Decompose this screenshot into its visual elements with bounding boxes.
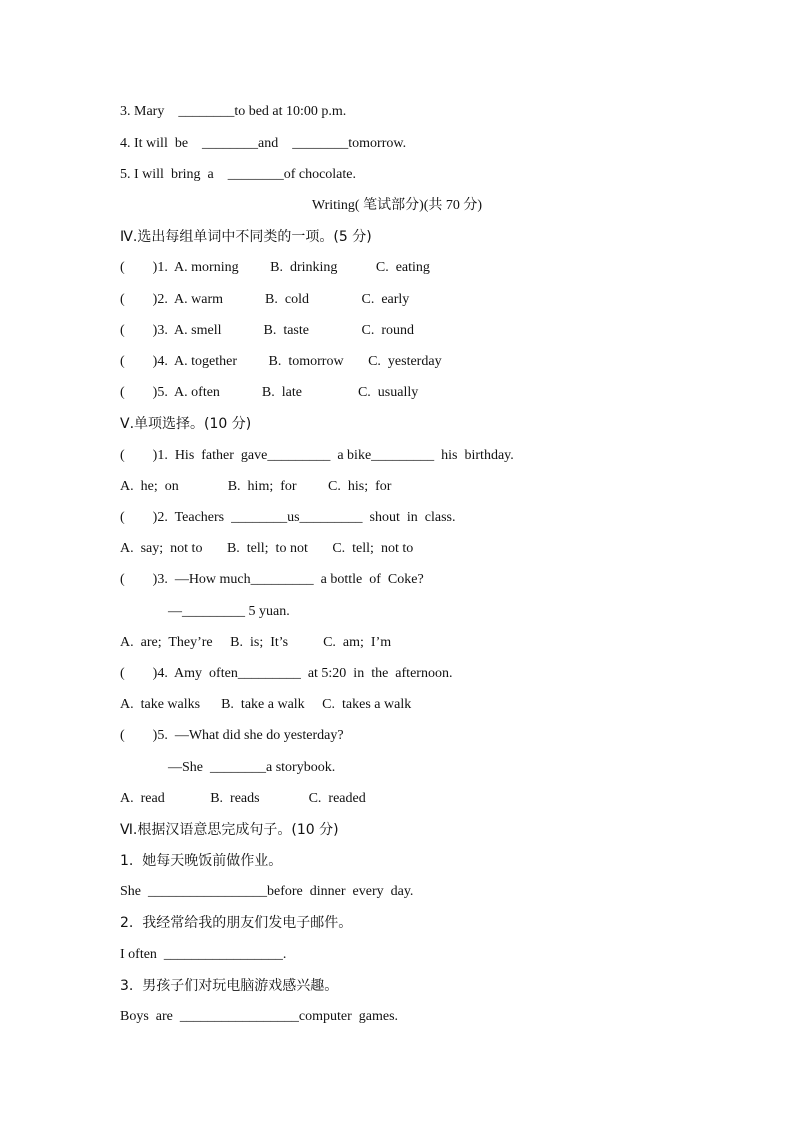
section-5-question-3-reply: —_________ 5 yuan. (168, 604, 290, 619)
section-5-question-1: ( )1. His father gave_________ a bike_________ his birthday. (120, 448, 514, 463)
fill-blank-item-4: 4. It will be ________and ________tomorrow. (120, 136, 407, 151)
section-5-question-5: ( )5. —What did she do yesterday? (120, 728, 344, 743)
section-5-question-3: ( )3. —How much_________ a bottle of Coke? (120, 572, 424, 587)
section-6-prompt-1: 1. 她每天晚饭前做作业。 (120, 853, 283, 869)
section-5-options-3: A. are; They’re B. is; It’s C. am; I’m (120, 635, 392, 650)
section-4-heading: Ⅳ.选出每组单词中不同类的一项。(5 分) (120, 229, 372, 245)
section-5-question-5-reply: —She ________a storybook. (168, 760, 336, 775)
section-5-options-5: A. read B. reads C. readed (120, 791, 366, 806)
section-4-item-2: ( )2. A. warm B. cold C. early (120, 292, 410, 307)
section-4-item-5: ( )5. A. often B. late C. usually (120, 385, 419, 400)
section-5-question-2: ( )2. Teachers ________us_________ shout in class. (120, 510, 456, 525)
section-5-options-4: A. take walks B. take a walk C. takes a walk (120, 697, 412, 712)
fill-blank-item-5: 5. I will bring a ________of chocolate. (120, 167, 357, 182)
section-6-answer-2: I often _________________. (120, 947, 287, 962)
section-6-prompt-2: 2. 我经常给我的朋友们发电子邮件。 (120, 915, 353, 931)
section-6-heading: Ⅵ.根据汉语意思完成句子。(10 分) (120, 822, 339, 838)
section-6-answer-3: Boys are _________________computer games. (120, 1009, 399, 1024)
section-5-heading: Ⅴ.单项选择。(10 分) (120, 416, 252, 432)
section-6-prompt-3: 3. 男孩子们对玩电脑游戏感兴趣。 (120, 978, 339, 994)
section-4-item-3: ( )3. A. smell B. taste C. round (120, 323, 414, 338)
section-6-answer-1: She _________________before dinner every day. (120, 884, 414, 899)
section-5-options-1: A. he; on B. him; for C. his; for (120, 479, 392, 494)
writing-section-title: Writing( 笔试部分)(共 70 分) (311, 198, 483, 213)
section-4-item-4: ( )4. A. together B. tomorrow C. yesterday (120, 354, 442, 369)
section-4-item-1: ( )1. A. morning B. drinking C. eating (120, 260, 430, 275)
section-5-options-2: A. say; not to B. tell; to not C. tell; not to (120, 541, 414, 556)
fill-blank-item-3: 3. Mary ________to bed at 10:00 p.m. (120, 104, 347, 119)
section-5-question-4: ( )4. Amy often_________ at 5:20 in the afternoon. (120, 666, 453, 681)
